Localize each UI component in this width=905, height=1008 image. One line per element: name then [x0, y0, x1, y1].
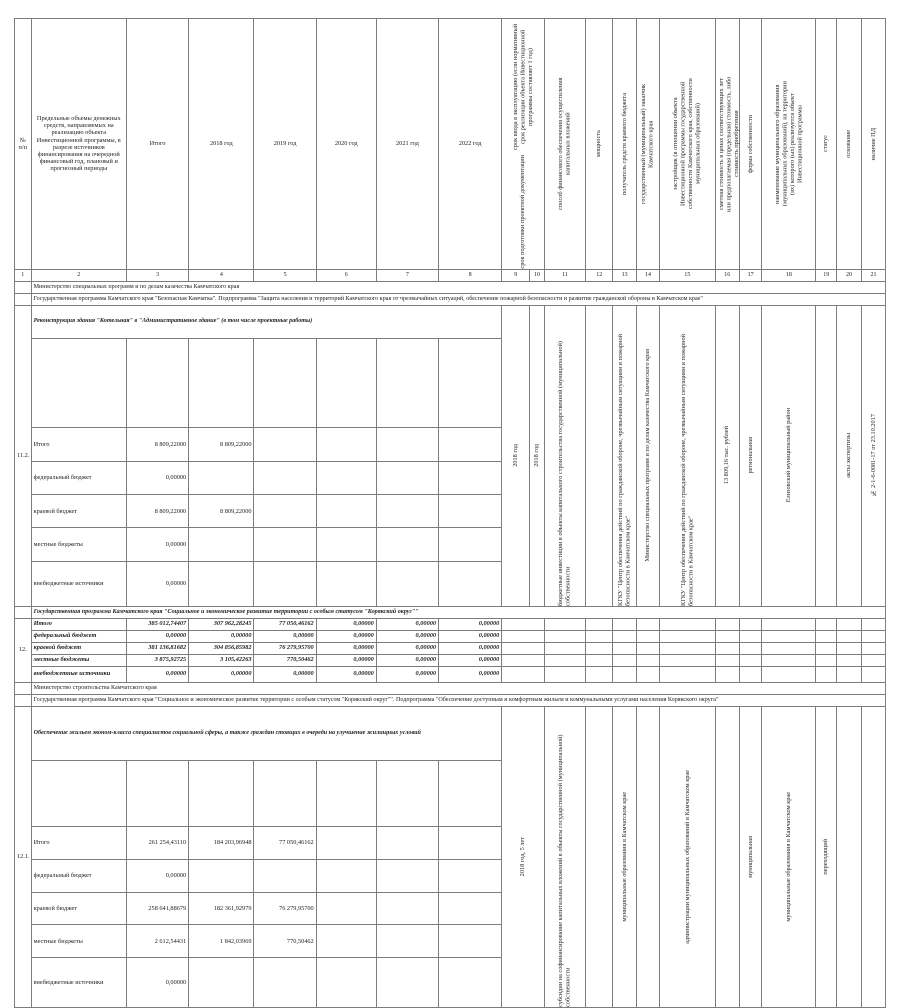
value-2018 [189, 461, 254, 494]
value-2018: 3 105,42263 [189, 654, 254, 666]
value-2018: 8 809,22000 [189, 495, 254, 528]
value-2018: 0,00000 [189, 666, 254, 682]
value-2018: 304 856,85982 [189, 642, 254, 654]
column-number: 13 [613, 269, 637, 281]
program-title: Государственная программа Камчатского края "Социальное и экономическое развитие территории с особым статусом "Корякский округ"". Подпрограмма "Обеспечение доступным и комфортным жильем и коммунальными услугами населения Корякского округа" [31, 694, 885, 706]
cell-design-period [530, 305, 545, 606]
value-2018: 184 203,96948 [189, 826, 254, 859]
column-number: 1 [15, 269, 32, 281]
table-row [15, 630, 886, 642]
cell-design-docs [861, 706, 885, 1007]
header-cell-municipality [762, 19, 816, 270]
header-text-status: статус [822, 135, 830, 153]
cell-text-commissioning: 2018 год [511, 444, 519, 467]
column-number: 21 [861, 269, 885, 281]
value-2020: 0,00000 [316, 618, 376, 630]
value-2021: 0,00000 [376, 630, 438, 642]
value-2018: 182 361,92979 [189, 892, 254, 925]
header-text-municipality: наименование муниципального образования (муниципальных образований), на территории (ях) которого (ых) реализуется объект Инвестиционной программы [773, 81, 804, 207]
column-number: 19 [816, 269, 837, 281]
value-2020: 0,00000 [316, 654, 376, 666]
table-row [15, 654, 886, 666]
header-text-basis: основание [845, 129, 853, 158]
value-2022: 0,00000 [439, 666, 502, 682]
header-cell-volumes: Предельные объемы денежных средств, направляемых на реализацию объекта Инвестиционной программы, в разрезе источников финансирования на очередной финансовый год, плановый и прогнозный периоды [31, 19, 126, 270]
value-2022: 0,00000 [439, 618, 502, 630]
cell-basis [837, 706, 862, 1007]
column-number: 9 [502, 269, 530, 281]
cell-text-financing-method: субсидии на софинансирование капитальных вложений в объекты государственной (муниципальной) собственности [557, 734, 573, 1007]
header-cell-status [816, 19, 837, 270]
value-total: 0,00000 [126, 958, 188, 1007]
column-number: 15 [659, 269, 715, 281]
source-label: федеральный бюджет [31, 859, 126, 892]
cell-text-recipient: муниципальные образования в Камчатском крае [620, 791, 628, 922]
cell-text-design-period: 2018 год [533, 444, 541, 467]
header-cell-basis [837, 19, 862, 270]
header-cell-commissioning [502, 19, 545, 270]
header-cell-design-docs [861, 19, 885, 270]
cell-recipient [613, 305, 637, 606]
cell-design-docs [861, 305, 885, 606]
value-2019: 770,50462 [254, 654, 316, 666]
ministry-title: Министерство строительства Камчатского края [31, 682, 885, 694]
value-total: 8 809,22000 [126, 428, 188, 461]
cell-ownership [739, 706, 762, 1007]
value-2018 [189, 859, 254, 892]
header-cell-developer [659, 19, 715, 270]
column-number: 11 [544, 269, 585, 281]
source-label: местные бюджеты [31, 528, 126, 561]
cell-text-recipient: КГКУ "Центр обеспечения действий по гражданской обороне, чрезвычайным ситуациям и пожарной безопасности в Камчатском крае" [617, 333, 632, 606]
value-2020: 0,00000 [316, 642, 376, 654]
value-2019: 77 050,46162 [254, 826, 316, 859]
header-text-ownership: форма собственности [746, 114, 754, 173]
cell-commissioning [502, 706, 545, 1007]
header-cell-2019: 2019 год [254, 19, 316, 270]
cell-ownership [739, 305, 762, 606]
header-text-estimated-cost: сметная стоимость в ценах соответствующих лет или предполагаемая (предельная) стоимость, либо стоимость приобретения [717, 76, 740, 212]
header-cell-2020: 2020 год [316, 19, 376, 270]
cell-commissioning [502, 305, 530, 606]
header-text-design-period: срок подготовки проектной документации [519, 155, 527, 269]
value-2019: 76 279,95700 [254, 642, 316, 654]
column-number: 10 [530, 269, 545, 281]
header-cell-capacity [586, 19, 613, 270]
cell-status [816, 305, 837, 606]
column-number: 2 [31, 269, 126, 281]
cell-estimated-cost [715, 706, 739, 1007]
cell-text-developer: КГКУ "Центр обеспечения действий по гражданской обороне, чрезвычайным ситуациям и пожарной безопасности в Камчатском крае" [679, 333, 695, 606]
object-title: Обеспечение жильем эконом-класса специалистов социальной сферы, а также граждан стоящих в очереди на улучшение жилищных условий [31, 706, 502, 761]
column-number: 4 [189, 269, 254, 281]
cell-customer [637, 305, 660, 606]
source-label: местные бюджеты [31, 925, 126, 958]
value-2018: 1 842,03969 [189, 925, 254, 958]
header-text-financing-method: способ финансового обеспечения осуществления капитальных вложений [557, 77, 573, 211]
header-cell-recipient [613, 19, 637, 270]
source-label: краевой бюджет [31, 892, 126, 925]
value-2018 [189, 958, 254, 1007]
value-total: 8 809,22000 [126, 495, 188, 528]
header-text-customer: государственный (муниципальный) заказчик Камчатского края [640, 83, 655, 204]
header-text-recipient: получатель средств краевого бюджета [620, 92, 628, 195]
table-row [15, 618, 886, 630]
header-cell-customer [637, 19, 660, 270]
source-label: федеральный бюджет [31, 461, 126, 494]
value-2020: 0,00000 [316, 666, 376, 682]
source-label: краевой бюджет [31, 642, 126, 654]
table-header-row [15, 19, 886, 270]
cell-status [816, 706, 837, 1007]
object-title: Реконструкция здания "Котельная" в "Административное здание" (в том числе проектные работы) [31, 305, 502, 338]
column-number: 16 [715, 269, 739, 281]
value-total: 381 136,81682 [126, 642, 188, 654]
section-row [15, 694, 886, 706]
value-2019: 0,00000 [254, 666, 316, 682]
header-cell-2021: 2021 год [376, 19, 438, 270]
header-cell-financing-method [544, 19, 585, 270]
program-title-row [15, 606, 886, 618]
value-2019: 770,50462 [254, 925, 316, 958]
cell-customer [637, 706, 660, 1007]
column-number: 18 [762, 269, 816, 281]
investment-program-table [14, 18, 886, 1008]
source-label: Итого [31, 618, 126, 630]
column-number-row [15, 269, 886, 281]
value-total: 0,00000 [126, 461, 188, 494]
value-2019 [254, 859, 316, 892]
value-total: 258 641,88679 [126, 892, 188, 925]
cell-text-municipality: муниципальные образования в Камчатском крае [785, 791, 793, 922]
source-label: внебюджетные источники [31, 958, 126, 1007]
cell-text-estimated-cost: 13 809,16 тыс. рублей [723, 426, 731, 485]
cell-capacity [586, 305, 613, 606]
table-row [15, 666, 886, 682]
object-title-row [15, 305, 886, 338]
value-2018 [189, 561, 254, 606]
value-2019: 0,00000 [254, 630, 316, 642]
cell-estimated-cost [715, 305, 739, 606]
header-cell-total: Итого [126, 19, 188, 270]
header-text-developer: застройщик (в отношении объекта Инвестиционной программы государственной собственности Камчатского края, собственности муниципальных образований) [672, 78, 702, 210]
header-cell-2018: 2018 год [189, 19, 254, 270]
value-2021: 0,00000 [376, 666, 438, 682]
column-number: 3 [126, 269, 188, 281]
header-cell-2022: 2022 год [439, 19, 502, 270]
header-text-commissioning: срок ввода в эксплуатацию (если нормативный срок реализации объекта Инвестиционной программы составляет 1 год) [511, 23, 534, 151]
value-total: 261 254,43110 [126, 826, 188, 859]
cell-text-design-docs: № 2-1-6-0081-17 от 23.10.2017 [869, 414, 877, 497]
header-text-design-docs: наличие ПД [869, 127, 877, 161]
cell-municipality [762, 305, 816, 606]
source-label: местные бюджеты [31, 654, 126, 666]
value-2018 [189, 528, 254, 561]
header-text-capacity: мощность [595, 130, 603, 158]
row-number: 12.1. [15, 706, 32, 1007]
value-total: 385 012,74407 [126, 618, 188, 630]
column-number: 12 [586, 269, 613, 281]
table-row [15, 642, 886, 654]
column-number: 7 [376, 269, 438, 281]
value-2018: 8 809,22000 [189, 428, 254, 461]
value-2018: 307 962,28245 [189, 618, 254, 630]
source-label: краевой бюджет [31, 495, 126, 528]
value-total: 0,00000 [126, 630, 188, 642]
value-2022: 0,00000 [439, 642, 502, 654]
value-total: 2 612,54431 [126, 925, 188, 958]
section-row [15, 293, 886, 305]
cell-capacity [586, 706, 613, 1007]
cell-text-commissioning: 2018 год, 5 лет [519, 836, 527, 877]
value-2018: 0,00000 [189, 630, 254, 642]
cell-developer [659, 706, 715, 1007]
column-number: 14 [637, 269, 660, 281]
header-cell-estimated-cost [715, 19, 739, 270]
value-total: 0,00000 [126, 666, 188, 682]
source-label: федеральный бюджет [31, 630, 126, 642]
section-row [15, 281, 886, 293]
column-number: 20 [837, 269, 862, 281]
program-title: Государственная программа Камчатского края "Социальное и экономическое развитие территории с особым статусом "Корякский округ"" [31, 606, 885, 618]
source-label: Итого [31, 826, 126, 859]
source-label: внебюджетные источники [31, 561, 126, 606]
column-number: 6 [316, 269, 376, 281]
value-2021: 0,00000 [376, 618, 438, 630]
ministry-title: Министерство специальных программ и по делам казачества Камчатского края [31, 281, 885, 293]
value-total: 3 875,92725 [126, 654, 188, 666]
object-title-row [15, 706, 886, 761]
cell-text-status: переходящий [822, 838, 830, 875]
value-total: 0,00000 [126, 859, 188, 892]
cell-municipality [762, 706, 816, 1007]
column-number: 17 [739, 269, 762, 281]
cell-text-basis: акты экспертизы [845, 433, 853, 478]
source-label: Итого [31, 428, 126, 461]
value-2020: 0,00000 [316, 630, 376, 642]
section-row [15, 682, 886, 694]
cell-financing-method [544, 706, 585, 1007]
cell-recipient [613, 706, 637, 1007]
cell-text-ownership: муниципальная [746, 835, 754, 878]
cell-text-ownership: региональная [746, 437, 754, 474]
row-number: 12. [15, 618, 32, 682]
value-2019: 77 050,46162 [254, 618, 316, 630]
cell-basis [837, 305, 862, 606]
cell-text-customer: Министерство специальных программ и по делам казачества Камчатского края [644, 349, 652, 562]
cell-text-financing-method: бюджетные инвестиции в объекты капитального строительства государственной (муниципальной) собственности [557, 340, 573, 606]
cell-text-developer: администрации муниципальных образований в Камчатском крае [683, 769, 691, 944]
program-title: Государственная программа Камчатского края "Безопасная Камчатка". Подпрограмма "Защита населения и территорий Камчатского края от чрезвычайных ситуаций, обеспечение пожарной безопасности и развитие гражданской обороны в Камчатском крае" [31, 293, 885, 305]
cell-text-municipality: Елизовский муниципальный район [785, 408, 793, 503]
value-2022: 0,00000 [439, 630, 502, 642]
source-label: внебюджетные источники [31, 666, 126, 682]
column-number: 5 [254, 269, 316, 281]
value-total: 0,00000 [126, 528, 188, 561]
value-total: 0,00000 [126, 561, 188, 606]
header-cell-ownership [739, 19, 762, 270]
value-2019 [254, 958, 316, 1007]
value-2021: 0,00000 [376, 654, 438, 666]
row-number: 11.2. [15, 305, 32, 606]
column-number: 8 [439, 269, 502, 281]
value-2019: 76 279,95700 [254, 892, 316, 925]
value-2022: 0,00000 [439, 654, 502, 666]
cell-financing-method [544, 305, 585, 606]
value-2021: 0,00000 [376, 642, 438, 654]
cell-developer [659, 305, 715, 606]
header-cell-number: № п/п [15, 19, 32, 270]
